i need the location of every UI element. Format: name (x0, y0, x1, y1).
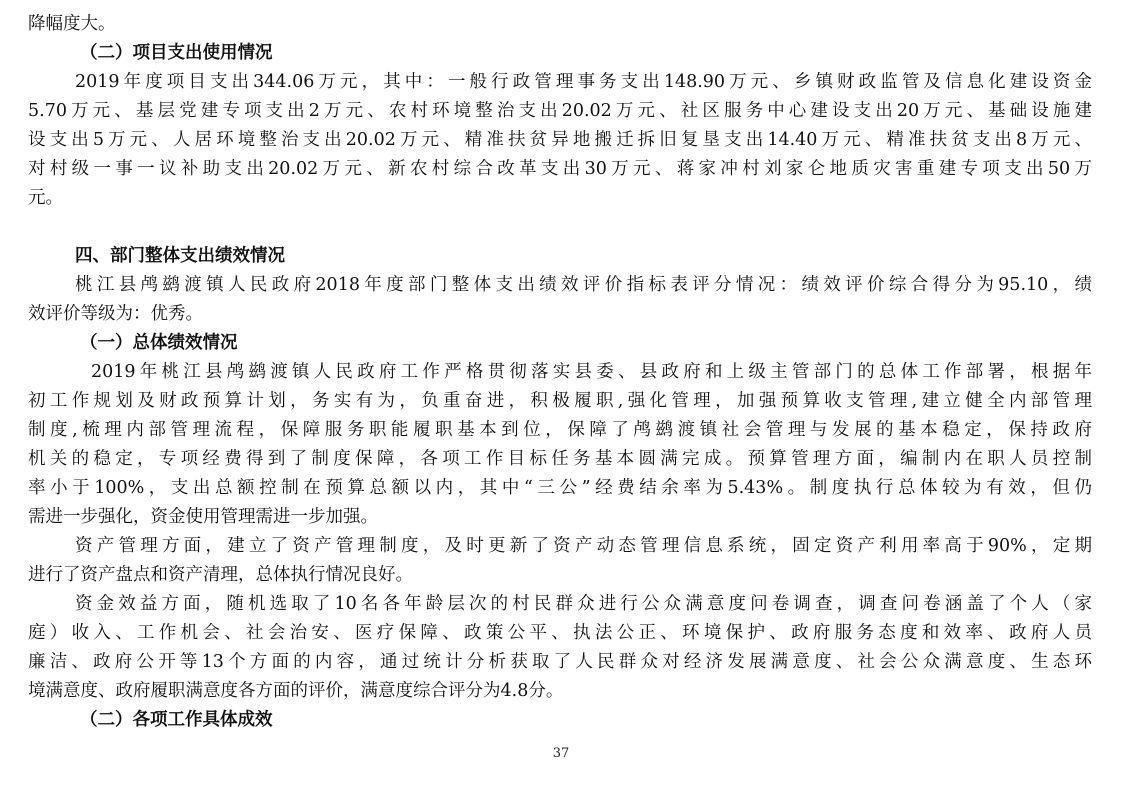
project-paragraph-line: 设支出5万元、人居环境整治支出20.02万元、精准扶贫异地搬迁拆旧复垦支出14.40万元、精准扶贫支出8万元、 (28, 130, 1092, 150)
asset-paragraph-line: 进行了资产盘点和资产清理，总体执行情况良好。 (28, 565, 413, 585)
heading-specific-achievements: （二）各项工作具体成效 (80, 710, 273, 730)
heading-project-expenditure: （二）项目支出使用情况 (80, 43, 273, 63)
overall-paragraph-line: 机关的稳定，专项经费得到了制度保障，各项工作目标任务基本圆满完成。预算管理方面，编制内在职人员控制 (28, 449, 1092, 469)
benefit-paragraph-line: 廉洁、政府公开等13个方面的内容，通过统计分析获取了人民群众对经济发展满意度、社会公众满意度、生态环 (28, 652, 1092, 672)
benefit-paragraph-line: 庭）收入、工作机会、社会治安、医疗保障、政策公平、执法公正、环境保护、政府服务态度和效率、政府人员 (28, 623, 1092, 643)
performance-score-line: 效评价等级为：优秀。 (28, 304, 203, 324)
project-paragraph-line: 元。 (28, 188, 63, 208)
overall-paragraph-line: 2019年桃江县鸬鹚渡镇人民政府工作严格贯彻落实县委、县政府和上级主管部门的总体工作部署，根据年 (91, 362, 1092, 382)
overall-paragraph-line: 率小于100%，支出总额控制在预算总额以内，其中“三公”经费结余率为5.43%。制度执行总体较为有效，但仍 (28, 478, 1092, 498)
benefit-paragraph-line: 资金效益方面，随机选取了10名各年龄层次的村民群众进行公众满意度问卷调查，调查问卷涵盖了个人（家 (75, 594, 1092, 614)
heading-department-performance: 四、部门整体支出绩效情况 (75, 246, 285, 266)
overall-paragraph-line: 制度,梳理内部管理流程，保障服务职能履职基本到位，保障了鸬鹚渡镇社会管理与发展的基本稳定，保持政府 (28, 420, 1092, 440)
page-number: 37 (552, 746, 570, 761)
overall-paragraph-line: 初工作规划及财政预算计划，务实有为，负重奋进，积极履职,强化管理，加强预算收支管理,建立健全内部管理 (28, 391, 1092, 411)
overall-paragraph-line: 需进一步强化，资金使用管理需进一步加强。 (28, 507, 378, 527)
intro-tail-text: 降幅度大。 (28, 14, 116, 34)
asset-paragraph-line: 资产管理方面，建立了资产管理制度，及时更新了资产动态管理信息系统，固定资产利用率高于90%，定期 (75, 536, 1092, 556)
benefit-paragraph-line: 境满意度、政府履职满意度各方面的评价，满意度综合评分为4.8分。 (28, 681, 564, 701)
performance-score-line: 桃江县鸬鹚渡镇人民政府2018年度部门整体支出绩效评价指标表评分情况：绩效评价综合得分为95.10，绩 (75, 275, 1092, 295)
project-paragraph-line: 5.70万元、基层党建专项支出2万元、农村环境整治支出20.02万元、社区服务中心建设支出20万元、基础设施建 (28, 101, 1092, 121)
document-page (28, 10, 1092, 735)
heading-overall-performance: （一）总体绩效情况 (80, 333, 238, 353)
paragraph-gap (28, 213, 1092, 242)
project-paragraph-line: 对村级一事一议补助支出20.02万元、新农村综合改革支出30万元、蒋家冲村刘家仑地质灾害重建专项支出50万 (28, 159, 1092, 179)
project-paragraph-line: 2019年度项目支出344.06万元，其中：一般行政管理事务支出148.90万元、乡镇财政监管及信息化建设资金 (75, 72, 1092, 92)
